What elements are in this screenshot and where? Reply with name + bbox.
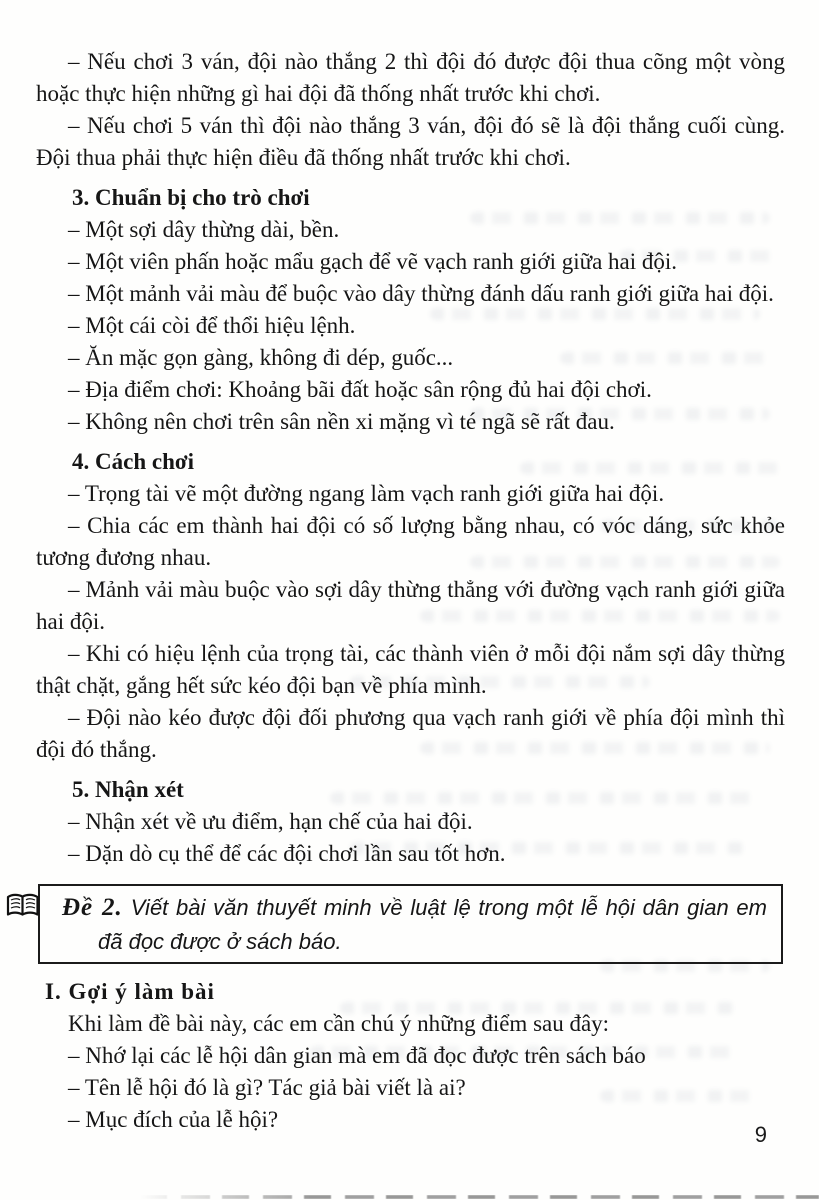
list-item: – Chia các em thành hai đội có số lượng bằng nhau, có vóc dáng, sức khỏe tương đương nhau. — [36, 513, 785, 570]
prompt-text: Viết bài văn thuyết minh về luật lệ trong một lễ hội dân gian em đã đọc được ở sách báo. — [98, 895, 767, 954]
paragraph: – Nếu chơi 5 ván thì đội nào thắng 3 ván, đội đó sẽ là đội thắng cuối cùng. Đội thua phải thực hiện điều đã thống nhất trước khi chơi. — [36, 113, 785, 170]
guide-heading: I. Gợi ý làm bài — [45, 979, 215, 1004]
guide-item: – Tên lễ hội đó là gì? Tác giả bài viết là ai? — [68, 1075, 466, 1100]
list-item: – Nhận xét về ưu điểm, hạn chế của hai đội. — [68, 809, 473, 834]
guide-item: – Nhớ lại các lễ hội dân gian mà em đã đọc được trên sách báo — [68, 1043, 646, 1068]
list-item: – Khi có hiệu lệnh của trọng tài, các thành viên ở mỗi đội nắm sợi dây thừng thật chặt, gắng hết sức kéo đội bạn về phía mình. — [36, 641, 785, 698]
list-item: – Địa điểm chơi: Khoảng bãi đất hoặc sân rộng đủ hai đội chơi. — [68, 377, 652, 402]
page-number: 9 — [754, 1122, 767, 1147]
guide-intro: Khi làm đề bài này, các em cần chú ý những điểm sau đây: — [68, 1011, 610, 1036]
list-item: – Một sợi dây thừng dài, bền. — [68, 217, 340, 242]
list-item: – Mảnh vải màu buộc vào sợi dây thừng thẳng với đường vạch ranh giới giữa hai đội. — [36, 577, 785, 634]
paragraph: – Nếu chơi 3 ván, đội nào thắng 2 thì đội đó được đội thua cõng một vòng hoặc thực hiện những gì hai đội đã thống nhất trước khi chơi. — [36, 49, 785, 106]
list-item: – Trọng tài vẽ một đường ngang làm vạch ranh giới giữa hai đội. — [68, 481, 665, 506]
essay-prompt-box — [38, 884, 783, 964]
list-item: – Dặn dò cụ thể để các đội chơi lần sau tốt hơn. — [68, 841, 506, 866]
guide-item: – Mục đích của lễ hội? — [68, 1107, 279, 1132]
section-heading-remarks: 5. Nhận xét — [72, 777, 184, 802]
essay-prompt — [52, 893, 767, 957]
section-heading-how-to-play: 4. Cách chơi — [72, 449, 194, 474]
list-item: – Một cái còi để thổi hiệu lệnh. — [68, 313, 356, 338]
prompt-label: Đề 2. — [62, 894, 123, 921]
list-item: – Không nên chơi trên sân nền xi mặng vì té ngã sẽ rất đau. — [68, 409, 615, 434]
list-item: – Một mảnh vải màu để buộc vào dây thừng đánh dấu ranh giới giữa hai đội. — [68, 281, 774, 306]
list-item: – Đội nào kéo được đội đối phương qua vạch ranh giới về phía đội mình thì đội đó thắng. — [36, 705, 785, 762]
list-item: – Một viên phấn hoặc mẩu gạch để vẽ vạch ranh giới giữa hai đội. — [68, 249, 678, 274]
bottom-edge-artifact — [140, 1195, 819, 1199]
list-item: – Ăn mặc gọn gàng, không đi dép, guốc... — [68, 345, 454, 370]
section-heading-preparation: 3. Chuẩn bị cho trò chơi — [72, 185, 310, 210]
